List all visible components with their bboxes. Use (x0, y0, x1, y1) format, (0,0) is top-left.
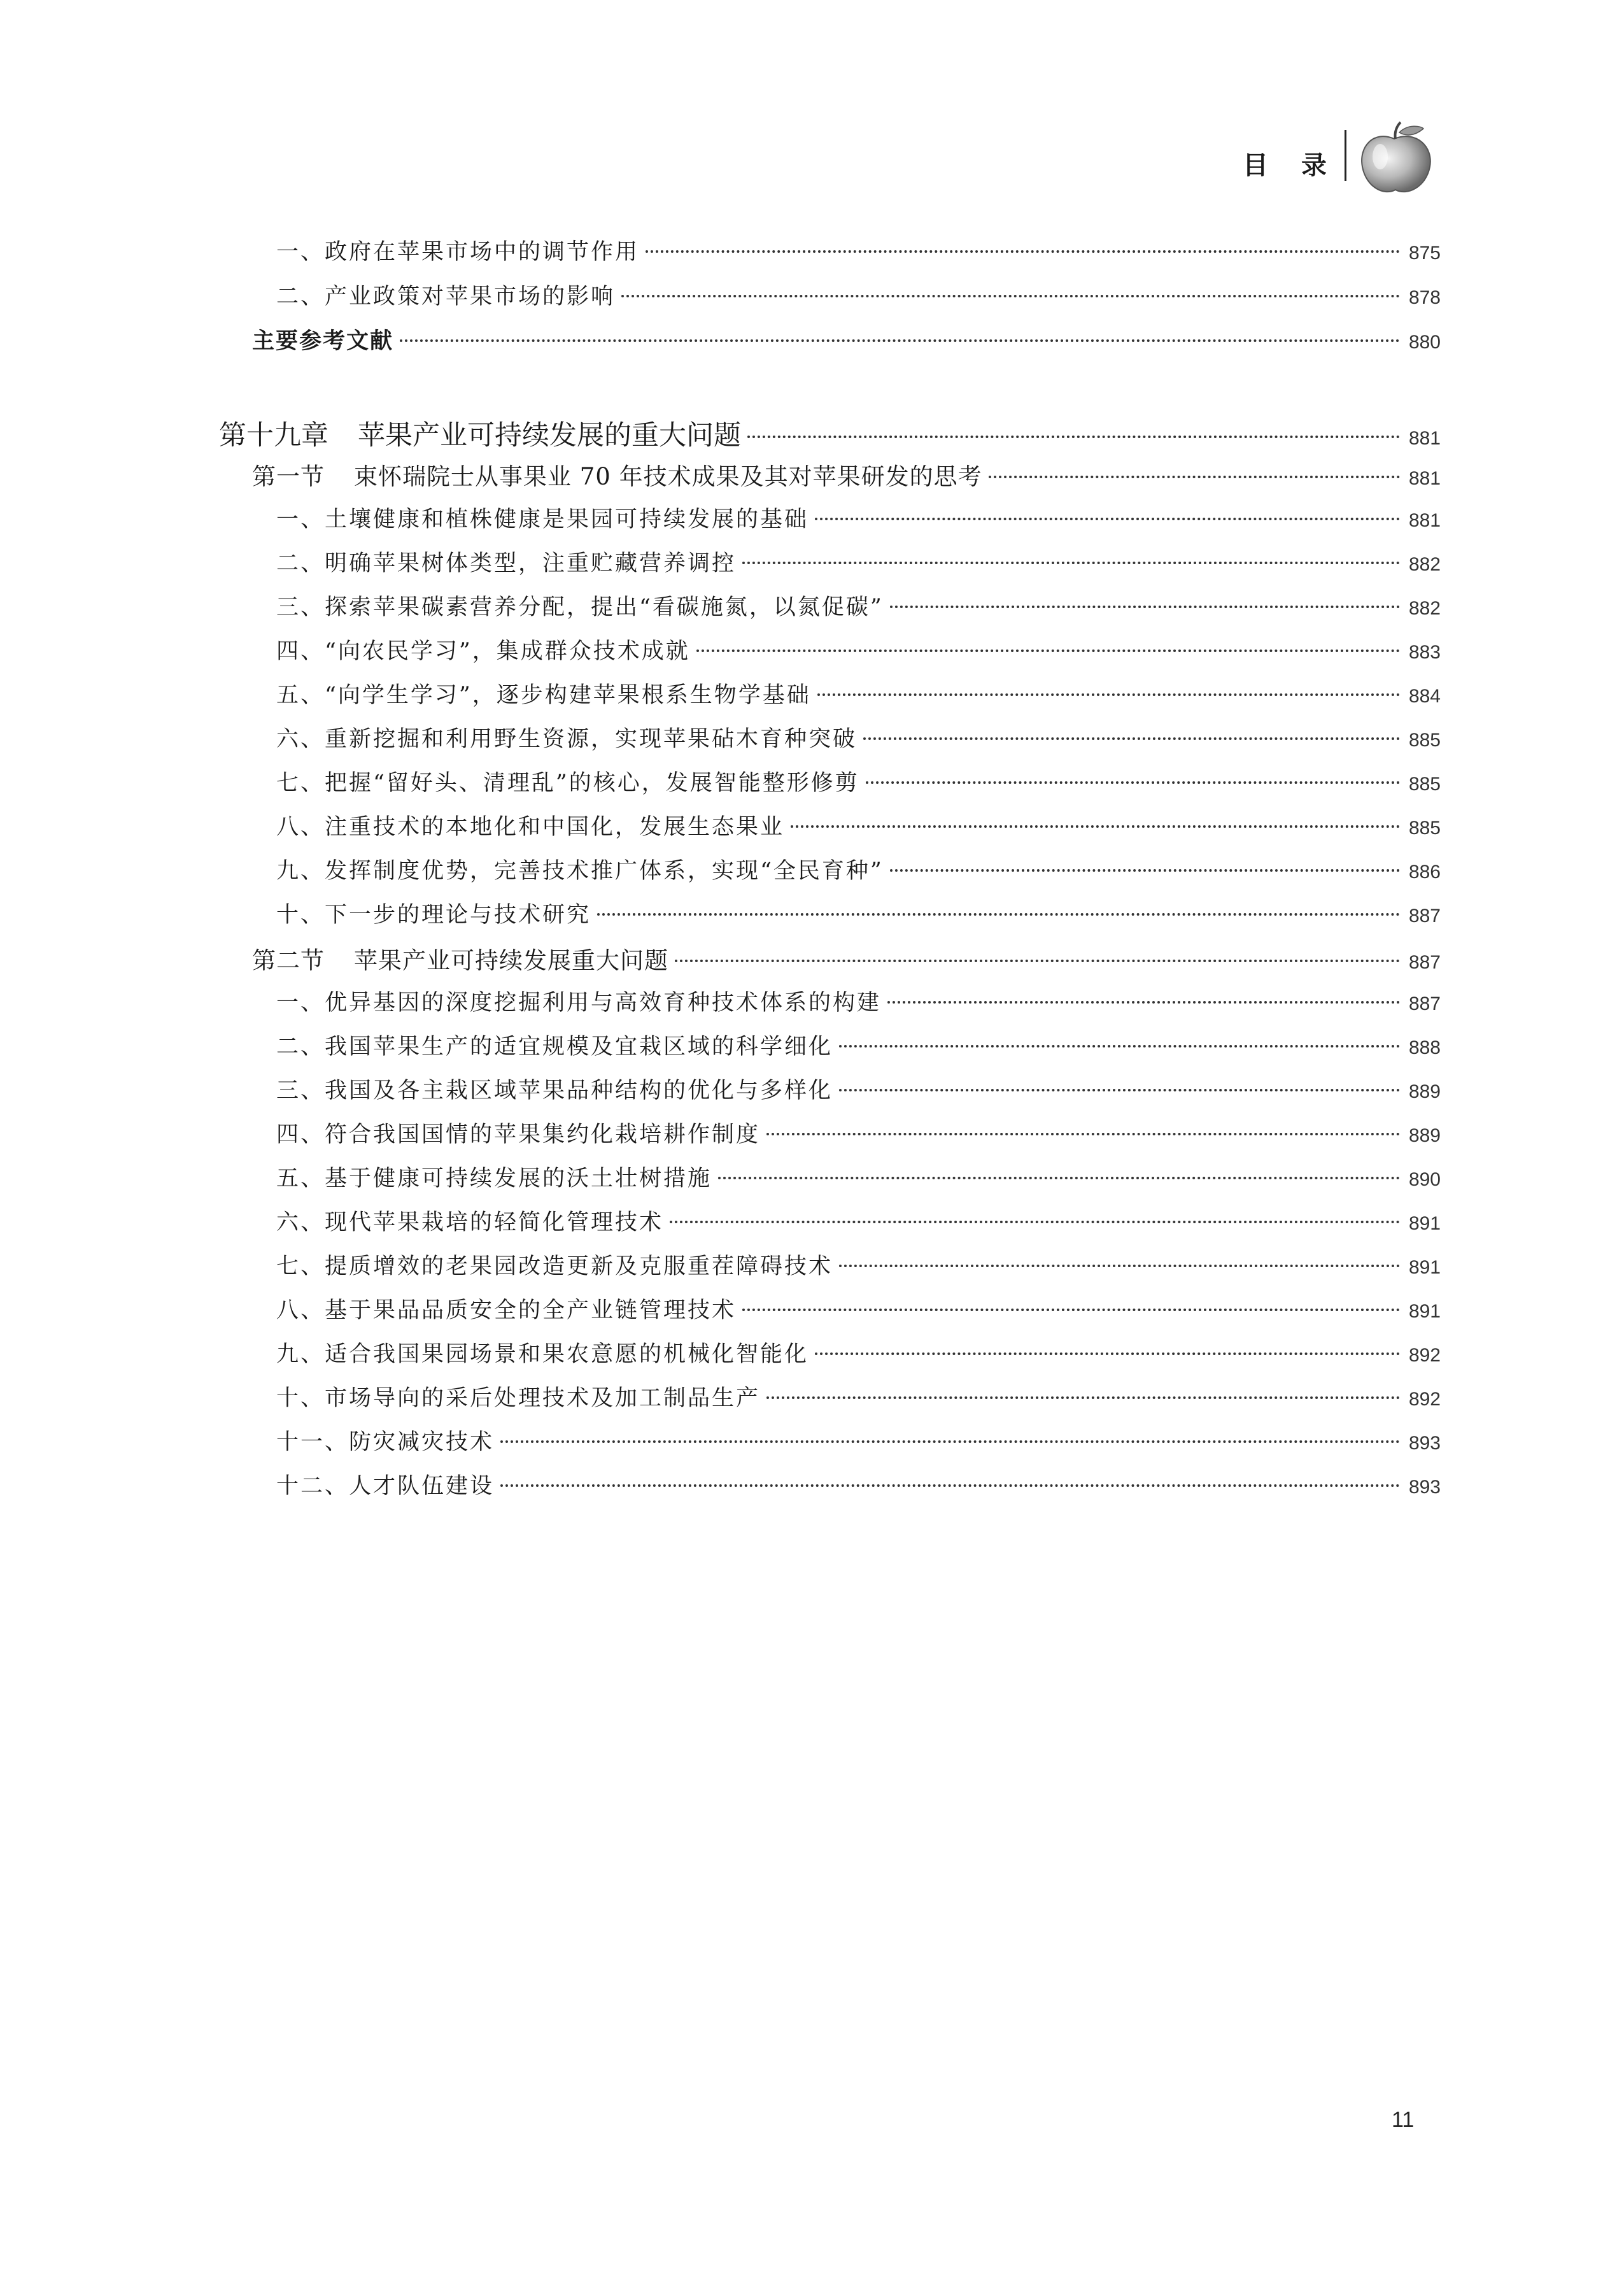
toc-entry[interactable]: 二、明确苹果树体类型，注重贮藏营养调控 882 (276, 551, 1441, 576)
toc-entry[interactable]: 八、注重技术的本地化和中国化，发展生态果业 885 (276, 814, 1441, 840)
toc-entry[interactable]: 五、基于健康可持续发展的沃土壮树措施 890 (276, 1166, 1441, 1191)
toc-section[interactable]: 第二节 苹果产业可持续发展重大问题 887 (252, 947, 1441, 974)
dot-leader (675, 960, 1400, 962)
dot-leader (766, 1396, 1400, 1399)
dot-leader (696, 650, 1400, 652)
dot-leader (815, 518, 1400, 520)
dot-leader (621, 295, 1400, 297)
toc-entry[interactable]: 十二、人才队伍建设 893 (276, 1473, 1441, 1499)
section-title: 束怀瑞院士从事果业 70 年技术成果及其对苹果研发的思考 (354, 463, 982, 490)
dot-leader (742, 562, 1400, 564)
toc-entry[interactable]: 十一、防灾减灾技术 893 (276, 1430, 1441, 1455)
dot-leader (597, 913, 1400, 916)
toc-entry[interactable]: 四、符合我国国情的苹果集约化栽培耕作制度 889 (276, 1122, 1441, 1147)
dot-leader (815, 1352, 1400, 1355)
dot-leader (791, 825, 1400, 828)
toc-entry[interactable]: 九、发挥制度优势，完善技术推广体系，实现“全民育种” 886 (276, 858, 1441, 884)
toc-entry[interactable]: 十、市场导向的采后处理技术及加工制品生产 892 (276, 1386, 1441, 1411)
section-number: 第一节 (252, 463, 325, 490)
toc-entry[interactable]: 九、适合我国果园场景和果农意愿的机械化智能化 892 (276, 1342, 1441, 1367)
header-title: 目 录 (1243, 151, 1331, 180)
toc-entry[interactable]: 七、提质增效的老果园改造更新及克服重茬障碍技术 891 (276, 1254, 1441, 1279)
dot-leader (400, 339, 1400, 342)
toc-entry[interactable]: 三、探索苹果碳素营养分配，提出“看碳施氮，以氮促碳” 882 (276, 595, 1441, 620)
toc-chapter[interactable]: 第十九章 苹果产业可持续发展的重大问题 881 (219, 420, 1441, 451)
dot-leader (747, 436, 1400, 438)
toc-entry[interactable]: 八、基于果品品质安全的全产业链管理技术 891 (276, 1298, 1441, 1323)
dot-leader (989, 476, 1400, 478)
dot-leader (500, 1440, 1400, 1443)
toc-entry[interactable]: 六、现代苹果栽培的轻简化管理技术 891 (276, 1210, 1441, 1235)
dot-leader (670, 1221, 1400, 1223)
dot-leader (718, 1177, 1400, 1179)
toc-entry[interactable]: 五、“向学生学习”，逐步构建苹果根系生物学基础 884 (276, 683, 1441, 708)
dot-leader (839, 1265, 1400, 1267)
dot-leader (890, 606, 1400, 608)
toc-entry[interactable]: 三、我国及各主栽区域苹果品种结构的优化与多样化 889 (276, 1078, 1441, 1104)
dot-leader (839, 1045, 1400, 1047)
dot-leader (500, 1484, 1400, 1487)
dot-leader (646, 250, 1400, 253)
dot-leader (742, 1309, 1400, 1311)
toc-entry[interactable]: 一、优异基因的深度挖掘利用与高效育种技术体系的构建 887 (276, 990, 1441, 1016)
toc-section[interactable]: 第一节 束怀瑞院士从事果业 70 年技术成果及其对苹果研发的思考 881 (252, 463, 1441, 490)
dot-leader (839, 1089, 1400, 1091)
chapter-title: 苹果产业可持续发展的重大问题 (358, 420, 741, 451)
toc-entry[interactable]: 二、产业政策对苹果市场的影响 878 (276, 284, 1441, 309)
dot-leader (863, 737, 1400, 740)
toc-entry[interactable]: 四、“向农民学习”，集成群众技术成就 883 (276, 639, 1441, 664)
chapter-number: 第十九章 (219, 420, 328, 451)
section-title: 苹果产业可持续发展重大问题 (354, 947, 668, 974)
page-number: 11 (1392, 2108, 1415, 2132)
toc-entry[interactable]: 二、我国苹果生产的适宜规模及宜栽区域的科学细化 888 (276, 1034, 1441, 1060)
toc-entry-references[interactable]: 主要参考文献 880 (252, 328, 1441, 354)
dot-leader (890, 869, 1400, 872)
dot-leader (866, 781, 1400, 784)
toc-entry[interactable]: 十、下一步的理论与技术研究 887 (276, 902, 1441, 928)
toc-entry[interactable]: 一、政府在苹果市场中的调节作用 875 (276, 239, 1441, 265)
section-number: 第二节 (252, 947, 325, 974)
dot-leader (817, 693, 1400, 696)
dot-leader (766, 1133, 1400, 1135)
dot-leader (887, 1001, 1400, 1004)
toc-entry[interactable]: 七、把握“留好头、清理乱”的核心，发展智能整形修剪 885 (276, 770, 1441, 796)
toc-entry[interactable]: 一、土壤健康和植株健康是果园可持续发展的基础 881 (276, 507, 1441, 532)
toc-entry[interactable]: 六、重新挖掘和利用野生资源，实现苹果砧木育种突破 885 (276, 727, 1441, 752)
